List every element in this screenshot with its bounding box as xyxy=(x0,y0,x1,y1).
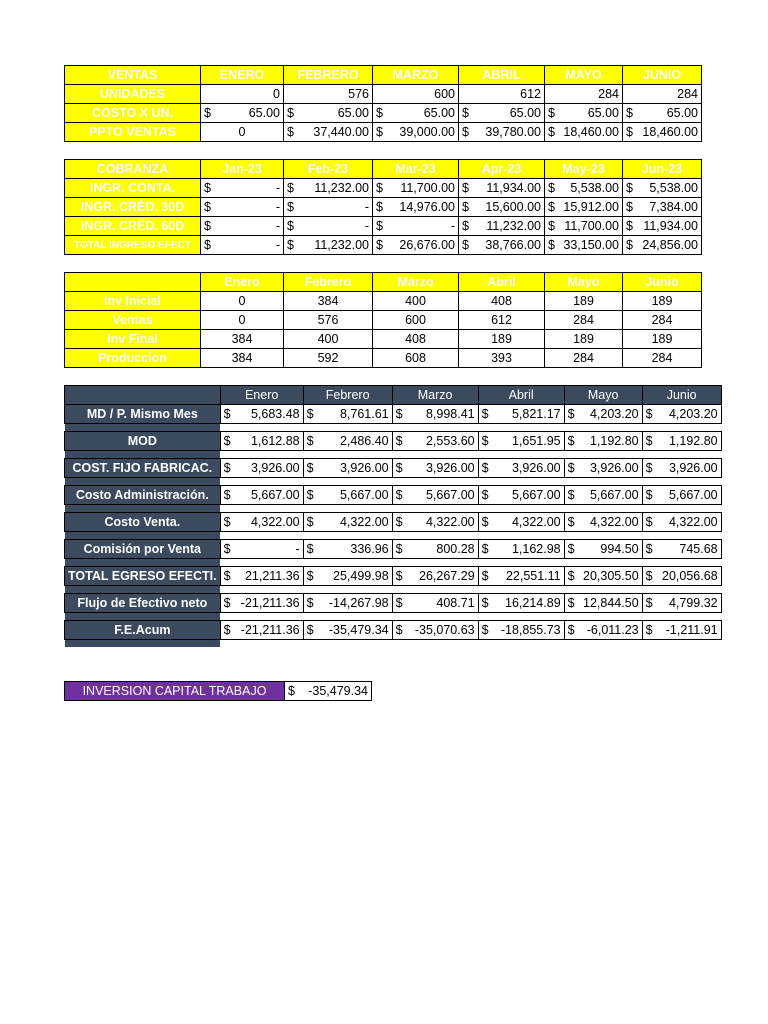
cell[interactable]: $ 1,162.98 xyxy=(478,540,564,559)
cell[interactable]: $ 11,700.00 xyxy=(373,179,459,198)
cell[interactable]: $ -6,011.23 xyxy=(564,621,642,640)
spacer-cell xyxy=(65,505,221,513)
cell[interactable]: 576 xyxy=(284,311,373,330)
spacer-cell xyxy=(642,532,721,540)
cell[interactable]: 0 xyxy=(201,311,284,330)
spacer-cell xyxy=(220,532,303,540)
spacer-cell xyxy=(65,532,221,540)
spacer-cell xyxy=(564,505,642,513)
cell[interactable]: $ 22,551.11 xyxy=(478,567,564,586)
spacer-cell xyxy=(220,424,303,432)
cobranza-header-cell: Jan-23 xyxy=(201,160,284,179)
cell[interactable]: $ 994.50 xyxy=(564,540,642,559)
spacer-cell xyxy=(392,424,478,432)
cell[interactable]: 600 xyxy=(373,85,459,104)
row-spacer xyxy=(65,613,722,621)
cell[interactable]: 393 xyxy=(459,349,545,368)
spacer-cell xyxy=(392,478,478,486)
spacer-cell xyxy=(642,424,721,432)
spacer-cell xyxy=(564,613,642,621)
row-label: TOTAL INGRESO EFECT xyxy=(65,236,201,255)
cell[interactable]: $ 3,926.00 xyxy=(564,459,642,478)
cell[interactable]: $ 12,844.50 xyxy=(564,594,642,613)
spacer-cell xyxy=(65,613,221,621)
cell[interactable]: $ -1,211.91 xyxy=(642,621,721,640)
ventas-header-cell: JUNIO xyxy=(623,66,702,85)
cell[interactable]: $ 20,305.50 xyxy=(564,567,642,586)
spacer-cell xyxy=(564,532,642,540)
row-label: INGR. CRÉD. 60D xyxy=(65,217,201,236)
cell[interactable]: $ 25,499.98 xyxy=(303,567,392,586)
cell[interactable]: $ 4,203.20 xyxy=(642,405,721,424)
row-spacer xyxy=(65,640,722,648)
table-row xyxy=(65,486,722,505)
spacer-cell xyxy=(564,451,642,459)
row-spacer xyxy=(65,478,722,486)
cell[interactable]: $ - xyxy=(201,236,284,255)
ventas-header-cell: ENERO xyxy=(201,66,284,85)
inventario-header-cell: Mayo xyxy=(545,273,623,292)
cell[interactable]: $ - xyxy=(201,198,284,217)
cobranza-header-cell: Mar-23 xyxy=(373,160,459,179)
row-spacer xyxy=(65,424,722,432)
cell[interactable]: 284 xyxy=(623,349,702,368)
cell[interactable]: $ - xyxy=(284,198,373,217)
cell[interactable]: 608 xyxy=(373,349,459,368)
cell[interactable]: $ 16,214.89 xyxy=(478,594,564,613)
cell[interactable]: $ 336.96 xyxy=(303,540,392,559)
cell[interactable]: $ 11,700.00 xyxy=(545,217,623,236)
table-row xyxy=(65,349,702,368)
cell[interactable]: 612 xyxy=(459,85,545,104)
cell[interactable]: $ 8,998.41 xyxy=(392,405,478,424)
table-row xyxy=(65,594,722,613)
spacer-cell xyxy=(303,532,392,540)
cell[interactable]: $ 3,926.00 xyxy=(303,459,392,478)
cell[interactable]: 189 xyxy=(623,292,702,311)
spacer-cell xyxy=(65,586,221,594)
cell[interactable]: $ 4,322.00 xyxy=(564,513,642,532)
cell[interactable]: $ 1,612.88 xyxy=(220,432,303,451)
cell[interactable]: $ 5,667.00 xyxy=(478,486,564,505)
row-spacer xyxy=(65,451,722,459)
spacer-cell xyxy=(65,640,221,648)
egresos-header-cell: Mayo xyxy=(564,386,642,405)
spacer-cell xyxy=(478,559,564,567)
spacer-cell xyxy=(642,559,721,567)
inventario-header-cell: Abril xyxy=(459,273,545,292)
cell[interactable]: $ 11,232.00 xyxy=(284,236,373,255)
cell[interactable]: $ 39,780.00 xyxy=(459,123,545,142)
spacer-cell xyxy=(303,451,392,459)
row-label: Comisión por Venta xyxy=(65,540,221,559)
cell[interactable]: 384 xyxy=(284,292,373,311)
inventario-header-cell xyxy=(65,273,201,292)
cell[interactable]: $ 7,384.00 xyxy=(623,198,702,217)
cell[interactable]: $ 38,766.00 xyxy=(459,236,545,255)
row-label: INGR. CONTA. xyxy=(65,179,201,198)
cell[interactable]: $ 5,667.00 xyxy=(392,486,478,505)
cell[interactable]: $ 3,926.00 xyxy=(642,459,721,478)
spacer-cell xyxy=(392,505,478,513)
table-row xyxy=(65,405,722,424)
cell[interactable]: $ 15,912.00 xyxy=(545,198,623,217)
cell[interactable]: $ 4,203.20 xyxy=(564,405,642,424)
row-label: INGR. CRÉD. 30D xyxy=(65,198,201,217)
cell[interactable]: 0 xyxy=(201,85,284,104)
table-row xyxy=(65,292,702,311)
cell[interactable]: $ 65.00 xyxy=(201,104,284,123)
cell[interactable]: $ 18,460.00 xyxy=(623,123,702,142)
table-row xyxy=(65,198,702,217)
egresos-header-cell: Abril xyxy=(478,386,564,405)
cell[interactable]: $ 4,322.00 xyxy=(220,513,303,532)
cell[interactable]: 284 xyxy=(545,349,623,368)
row-label: Producción xyxy=(65,349,201,368)
egresos-header-cell: Junio xyxy=(642,386,721,405)
inversion-value[interactable]: $ -35,479.34 xyxy=(285,682,372,701)
spacer-cell xyxy=(642,586,721,594)
cell[interactable]: $ 3,926.00 xyxy=(220,459,303,478)
table-row xyxy=(65,104,702,123)
cell[interactable]: 189 xyxy=(623,330,702,349)
cell[interactable]: $ -35,070.63 xyxy=(392,621,478,640)
spacer-cell xyxy=(65,478,221,486)
cell[interactable]: $ -21,211.36 xyxy=(220,621,303,640)
cell[interactable]: 600 xyxy=(373,311,459,330)
cell[interactable]: $ -18,855.73 xyxy=(478,621,564,640)
cobranza-header-cell: May-23 xyxy=(545,160,623,179)
cell[interactable]: $ 26,676.00 xyxy=(373,236,459,255)
table-row xyxy=(65,432,722,451)
ventas-header-cell: MAYO xyxy=(545,66,623,85)
cobranza-header-cell: Feb-23 xyxy=(284,160,373,179)
cell[interactable]: $ -35,479.34 xyxy=(303,621,392,640)
cell[interactable]: $ 11,934.00 xyxy=(459,179,545,198)
spacer-cell xyxy=(303,559,392,567)
spacer-cell xyxy=(392,532,478,540)
cell[interactable]: $ - xyxy=(220,540,303,559)
row-spacer xyxy=(65,559,722,567)
cell[interactable]: 400 xyxy=(373,292,459,311)
row-label: Costo Venta. xyxy=(65,513,221,532)
row-spacer xyxy=(65,505,722,513)
spacer-cell xyxy=(478,532,564,540)
cell[interactable]: $ 5,538.00 xyxy=(623,179,702,198)
cell[interactable]: 0 xyxy=(201,292,284,311)
row-label: Ventas xyxy=(65,311,201,330)
inventario-header-cell: Febrero xyxy=(284,273,373,292)
cell[interactable]: $ 3,926.00 xyxy=(392,459,478,478)
cell[interactable]: $ - xyxy=(373,217,459,236)
spacer-cell xyxy=(478,478,564,486)
egresos-header-cell: Enero xyxy=(220,386,303,405)
cell[interactable]: $ 26,267.29 xyxy=(392,567,478,586)
ventas-header-cell: ABRIL xyxy=(459,66,545,85)
cell[interactable]: $ 65.00 xyxy=(623,104,702,123)
ventas-header-cell: FEBRERO xyxy=(284,66,373,85)
row-label: TOTAL EGRESO EFECTI. xyxy=(65,567,221,586)
cell[interactable]: $ 24,856.00 xyxy=(623,236,702,255)
cell[interactable]: $ 65.00 xyxy=(545,104,623,123)
cell[interactable]: 592 xyxy=(284,349,373,368)
spacer-cell xyxy=(392,586,478,594)
table-row xyxy=(65,179,702,198)
cell[interactable]: $ 20,056.68 xyxy=(642,567,721,586)
cell[interactable]: 576 xyxy=(284,85,373,104)
spacer-cell xyxy=(220,586,303,594)
cell[interactable]: 408 xyxy=(459,292,545,311)
cell[interactable]: 612 xyxy=(459,311,545,330)
spacer-cell xyxy=(220,559,303,567)
row-label: MD / P. Mismo Mes xyxy=(65,405,221,424)
ventas-header-cell: VENTAS xyxy=(65,66,201,85)
spacer-cell xyxy=(642,451,721,459)
cobranza-header-cell: Apr-23 xyxy=(459,160,545,179)
row-label: PPTO VENTAS xyxy=(65,123,201,142)
inventario-header-cell: Enero xyxy=(201,273,284,292)
spacer-cell xyxy=(220,478,303,486)
row-label: COST. FIJO FABRICAC. xyxy=(65,459,221,478)
cell[interactable]: 284 xyxy=(545,311,623,330)
cell[interactable]: $ 5,538.00 xyxy=(545,179,623,198)
cell[interactable]: $ 8,761.61 xyxy=(303,405,392,424)
cell[interactable]: $ 18,460.00 xyxy=(545,123,623,142)
cell[interactable]: $ 5,667.00 xyxy=(564,486,642,505)
cell[interactable]: $ 65.00 xyxy=(373,104,459,123)
cell[interactable]: $ 4,799.32 xyxy=(642,594,721,613)
cell[interactable]: $ 65.00 xyxy=(459,104,545,123)
spacer-cell xyxy=(392,451,478,459)
inversion-table xyxy=(64,681,372,701)
row-label: MOD xyxy=(65,432,221,451)
cell[interactable]: $ 4,322.00 xyxy=(642,513,721,532)
egresos-header-cell: Febrero xyxy=(303,386,392,405)
table-row xyxy=(65,311,702,330)
spacer-cell xyxy=(303,586,392,594)
inventario-header-cell: Marzo xyxy=(373,273,459,292)
cell[interactable]: $ 5,683.48 xyxy=(220,405,303,424)
table-row xyxy=(65,330,702,349)
row-label: Inv Final xyxy=(65,330,201,349)
cell[interactable]: $ 5,667.00 xyxy=(642,486,721,505)
spacer-cell xyxy=(478,505,564,513)
cell[interactable]: 189 xyxy=(545,330,623,349)
spacer-cell xyxy=(564,559,642,567)
cell[interactable]: $ 15,600.00 xyxy=(459,198,545,217)
cell[interactable]: $ 65.00 xyxy=(284,104,373,123)
table-row xyxy=(65,567,722,586)
spacer-cell xyxy=(642,505,721,513)
cell[interactable]: $ 1,192.80 xyxy=(564,432,642,451)
cell[interactable]: $ 4,322.00 xyxy=(303,513,392,532)
cell[interactable]: $ 37,440.00 xyxy=(284,123,373,142)
cell[interactable]: $ - xyxy=(284,217,373,236)
cell[interactable]: $ 1,192.80 xyxy=(642,432,721,451)
table-row xyxy=(65,513,722,532)
cell[interactable]: $ 5,667.00 xyxy=(303,486,392,505)
row-label: Flujo de Efectivo neto xyxy=(65,594,221,613)
table-row xyxy=(65,236,702,255)
cell[interactable]: 284 xyxy=(623,311,702,330)
table-row xyxy=(65,123,702,142)
spacer-cell xyxy=(220,613,303,621)
spacer-cell xyxy=(303,505,392,513)
row-spacer xyxy=(65,532,722,540)
spacer-cell xyxy=(392,559,478,567)
cell[interactable]: $ 39,000.00 xyxy=(373,123,459,142)
cell[interactable]: $ 2,553.60 xyxy=(392,432,478,451)
cell[interactable]: 189 xyxy=(545,292,623,311)
cell[interactable]: $ 745.68 xyxy=(642,540,721,559)
table-row xyxy=(65,85,702,104)
cell[interactable]: $ 14,976.00 xyxy=(373,198,459,217)
spacer-cell xyxy=(478,613,564,621)
cell[interactable]: $ 11,232.00 xyxy=(284,179,373,198)
spacer-cell xyxy=(564,586,642,594)
spacer-cell xyxy=(65,451,221,459)
cell[interactable]: 0 xyxy=(201,123,284,142)
table-row xyxy=(65,459,722,478)
table-row xyxy=(65,540,722,559)
spacer-cell xyxy=(65,559,221,567)
cobranza-header-cell: COBRANZA xyxy=(65,160,201,179)
spacer-cell xyxy=(303,424,392,432)
ventas-table xyxy=(64,65,702,142)
cell[interactable]: $ - xyxy=(201,179,284,198)
spacer-cell xyxy=(478,424,564,432)
cell[interactable]: 189 xyxy=(459,330,545,349)
spacer-cell xyxy=(478,586,564,594)
egresos-header-cell: Marzo xyxy=(392,386,478,405)
cell[interactable]: 284 xyxy=(623,85,702,104)
cobranza-table xyxy=(64,159,702,255)
cell[interactable]: 408 xyxy=(373,330,459,349)
cell[interactable]: 384 xyxy=(201,330,284,349)
cell[interactable]: $ - xyxy=(201,217,284,236)
cell[interactable]: $ 1,651.95 xyxy=(478,432,564,451)
spacer-cell xyxy=(642,478,721,486)
cell[interactable]: 384 xyxy=(201,349,284,368)
cell[interactable]: $ 11,934.00 xyxy=(623,217,702,236)
cobranza-header-cell: Jun-23 xyxy=(623,160,702,179)
cell[interactable]: $ 5,821.17 xyxy=(478,405,564,424)
cell[interactable]: $ 5,667.00 xyxy=(220,486,303,505)
row-label: Costo Administración. xyxy=(65,486,221,505)
cell[interactable]: $ -21,211.36 xyxy=(220,594,303,613)
cell[interactable]: $ 33,150.00 xyxy=(545,236,623,255)
spacer-cell xyxy=(220,505,303,513)
cell[interactable]: $ -14,267.98 xyxy=(303,594,392,613)
cell[interactable]: 400 xyxy=(284,330,373,349)
inventario-header-cell: Junio xyxy=(623,273,702,292)
row-label: Inv Inicial xyxy=(65,292,201,311)
row-label: COSTO X UN. xyxy=(65,104,201,123)
cell[interactable]: $ 2,486.40 xyxy=(303,432,392,451)
cell[interactable]: 284 xyxy=(545,85,623,104)
table-row xyxy=(65,217,702,236)
spacer-cell xyxy=(564,424,642,432)
spacer-cell xyxy=(478,451,564,459)
egresos-header-cell xyxy=(65,386,221,405)
inventario-table xyxy=(64,272,702,368)
spacer-cell xyxy=(303,478,392,486)
cell[interactable]: $ 21,211.36 xyxy=(220,567,303,586)
row-label: UNIDADES xyxy=(65,85,201,104)
ventas-header-cell: MARZO xyxy=(373,66,459,85)
cell[interactable]: $ 3,926.00 xyxy=(478,459,564,478)
row-label: F.E.Acum xyxy=(65,621,221,640)
spacer-cell xyxy=(392,613,478,621)
cell[interactable]: $ 408.71 xyxy=(392,594,478,613)
cell[interactable]: $ 800.28 xyxy=(392,540,478,559)
cell[interactable]: $ 11,232.00 xyxy=(459,217,545,236)
spacer-cell xyxy=(642,613,721,621)
table-row xyxy=(65,621,722,640)
inversion-label: INVERSION CAPITAL TRABAJO xyxy=(65,682,285,701)
cell[interactable]: $ 4,322.00 xyxy=(392,513,478,532)
egresos-table xyxy=(64,385,722,647)
spacer-cell xyxy=(564,478,642,486)
spacer-cell xyxy=(220,451,303,459)
row-spacer xyxy=(65,586,722,594)
spacer-cell xyxy=(303,613,392,621)
spacer-cell xyxy=(65,424,221,432)
cell[interactable]: $ 4,322.00 xyxy=(478,513,564,532)
